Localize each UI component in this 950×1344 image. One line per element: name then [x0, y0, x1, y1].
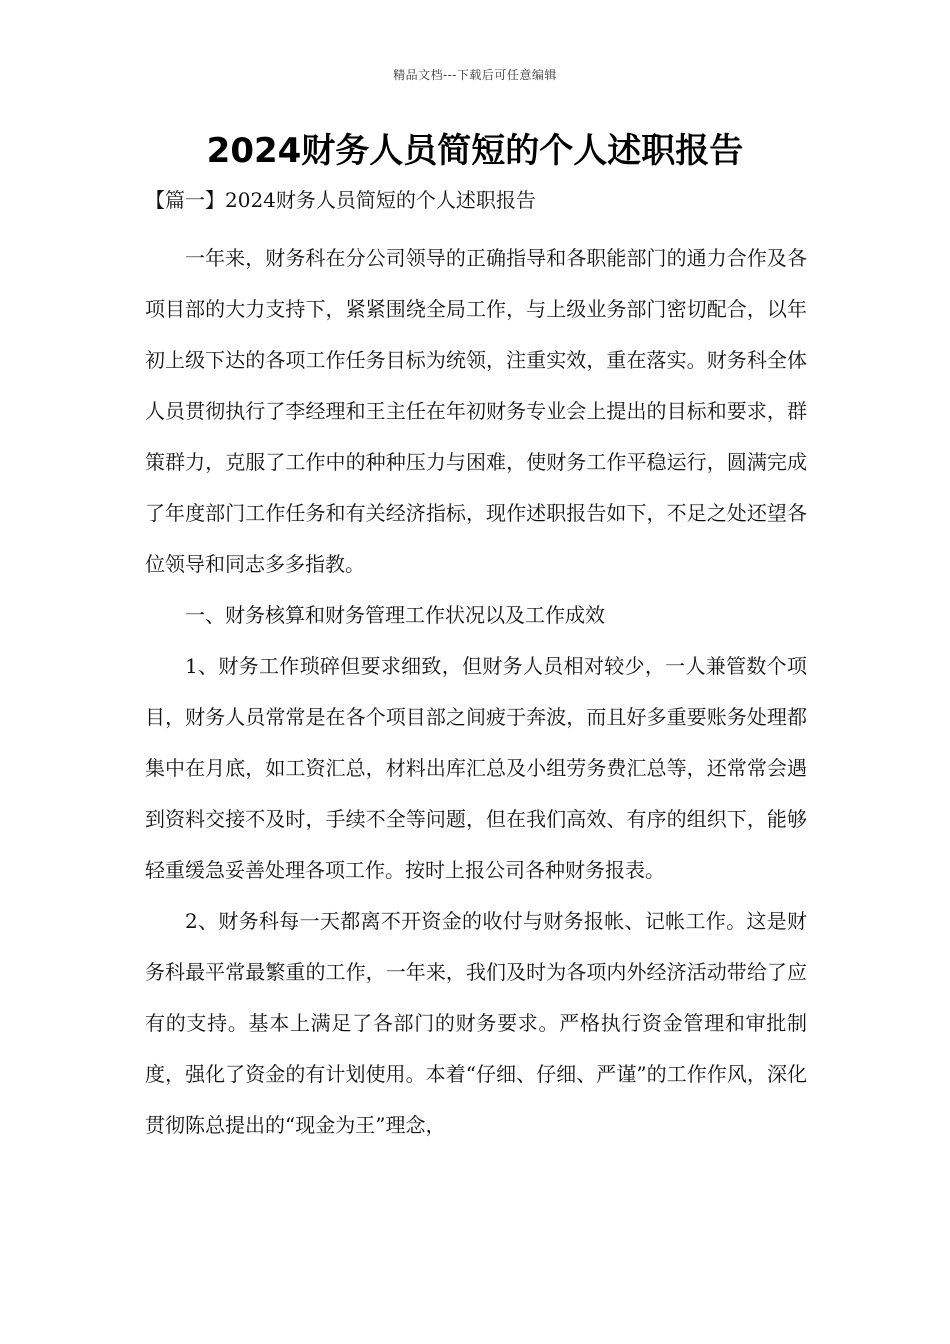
header-note: 精品文档---下载后可任意编辑 [393, 68, 557, 82]
document-body [145, 233, 807, 1151]
document-title: 2024财务人员简短的个人述职报告 [206, 131, 744, 171]
paragraph-item-1: 1、财务工作琐碎但要求细致，但财务人员相对较少，一人兼管数个项目，财务人员常常是在各个项目部之间疲于奔波，而且好多重要账务处理都集中在月底，如工资汇总，材料出库汇总及小组劳务费汇总等，还常常会遇到资料交接不及时，手续不全等问题，但在我们高效、有序的组织下，能够轻重缓急妥善处理各项工作。按时上报公司各种财务报表。 [145, 654, 807, 882]
paragraph-intro: 一年来，财务科在分公司领导的正确指导和各职能部门的通力合作及各项目部的大力支持下，紧紧围绕全局工作，与上级业务部门密切配合，以年初上级下达的各项工作任务目标为统领，注重实效，重在落实。财务科全体人员贯彻执行了李经理和王主任在年初财务专业会上提出的目标和要求，群策群力，克服了工作中的种种压力与困难，使财务工作平稳运行，圆满完成了年度部门工作任务和有关经济指标，现作述职报告如下，不足之处还望各位领导和同志多多指教。 [145, 246, 807, 576]
section-subtitle: 【篇一】2024财务人员简短的个人述职报告 [145, 188, 536, 212]
paragraph-section-heading: 一、财务核算和财务管理工作状况以及工作成效 [185, 603, 605, 627]
paragraph-item-2: 2、财务科每一天都离不开资金的收付与财务报帐、记帐工作。这是财务科最平常最繁重的工作，一年来，我们及时为各项内外经济活动带给了应有的支持。基本上满足了各部门的财务要求。严格执行资金管理和审批制度，强化了资金的有计划使用。本着“仔细、仔细、严谨”的工作作风，深化贯彻陈总提出的“现金为王”理念， [145, 909, 807, 1137]
